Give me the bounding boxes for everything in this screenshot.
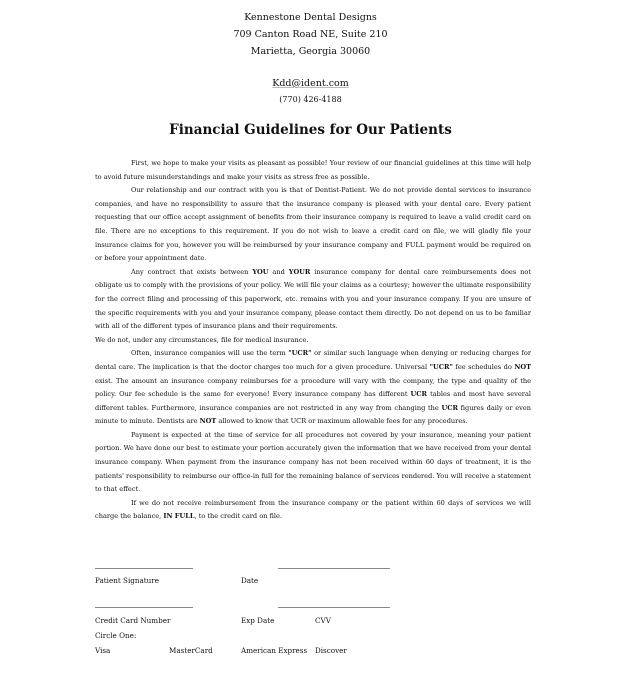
cvv-label: CVV <box>315 616 331 625</box>
paragraph-medical: We do not, under any circumstances, file for medical insurance. <box>95 335 309 344</box>
card-option-visa[interactable]: Visa <box>95 646 111 655</box>
card-option-american-express[interactable]: American Express <box>241 646 308 655</box>
card-option-mastercard[interactable]: MasterCard <box>169 646 213 655</box>
paragraph-ucr: Often, insurance companies will use the term "UCR" or similar such language when denying or reducing charges for dental care. The implication is that the doctor charges too much for a given procedure. Universal "UCR" fee schedules do NOT exist. The amount an insurance company reimburses for a procedure will vary with the company, the type and quality of the policy. Our fee schedule is the same for everyone! Every insurance company has different UCR tables and most have several different tables. Furthermore, insurance companies are not restricted in any way from changing the UCR figures daily or even minute to minute. Dentists are NOT allowed to know that UCR or maximum allowable fees for any procedures. <box>95 349 532 426</box>
exp-date-label: Exp Date <box>241 616 275 625</box>
page-title: Financial Guidelines for Our Patients <box>169 122 452 138</box>
paragraph-balance: If we do not receive reimbursement from the insurance company or the patient within 60 days of services we will charge the balance, IN FULL, to the credit card on file. <box>95 498 531 521</box>
paragraph-relationship: Our relationship and our contract with you is that of Dentist-Patient. We do not provide dental services to insurance companies, and have no responsibility to assure that the insurance company is pleased with your dental care. Every patient requesting that our office accept assignment of benefits from their insurance company is required to leave a valid credit card on file. There are no exceptions to this requirement. If you do not wish to leave a credit card on file, we will gladly file your insurance claims for you, however you will be reimbursed by your insurance company and FULL payment would be required on or before your appointment date. <box>95 186 531 263</box>
address-line-1: 709 Canton Road NE, Suite 210 <box>233 29 388 40</box>
date-line[interactable] <box>278 568 390 569</box>
paragraph-payment: Payment is expected at the time of service for all procedures not covered by your insurance, meaning your patient portion. We have done our best to estimate your portion accurately given the information that we have received from your dental insurance company. When payment from the insurance company has not been received within 60 days of treatment, it is the patients' responsibility to reimburse our office-in full for the remaining balance of services rendered. You will receive a statement to that effect. <box>95 430 531 494</box>
patient-signature-line[interactable] <box>95 568 193 569</box>
credit-card-number-label: Credit Card Number <box>95 616 171 625</box>
guidelines-body <box>95 157 531 524</box>
exp-date-cvv-line[interactable] <box>278 607 390 608</box>
card-option-discover[interactable]: Discover <box>315 646 347 655</box>
email-link[interactable]: Kdd@ident.com <box>272 78 349 89</box>
paragraph-contract: Any contract that exists between YOU and YOUR insurance company for dental care reimbursements does not obligate us to comply with the provisions of your policy. We will file your claims as a courtesy; however the ultimate responsibility for the correct filing and processing of this paperwork, etc. remains with you and your insurance company. If you are unsure of the specific requirements with you and your insurance company, please contact them directly. Do not depend on us to be familiar with all of the different types of insurance plans and their requirements. <box>95 267 531 331</box>
address-line-2: Marietta, Georgia 30060 <box>250 46 371 57</box>
patient-signature-label: Patient Signature <box>95 576 159 585</box>
phone-number: (770) 426-4188 <box>279 95 342 104</box>
date-label: Date <box>241 576 259 585</box>
paragraph-intro: First, we hope to make your visits as pleasant as possible! Your review of our financial guidelines at this time will help to avoid future misunderstandings and make your visits as stress free as possible. <box>95 159 531 181</box>
credit-card-number-line[interactable] <box>95 607 193 608</box>
circle-one-label: Circle One: <box>95 631 137 640</box>
company-name: Kennestone Dental Designs <box>244 12 377 23</box>
